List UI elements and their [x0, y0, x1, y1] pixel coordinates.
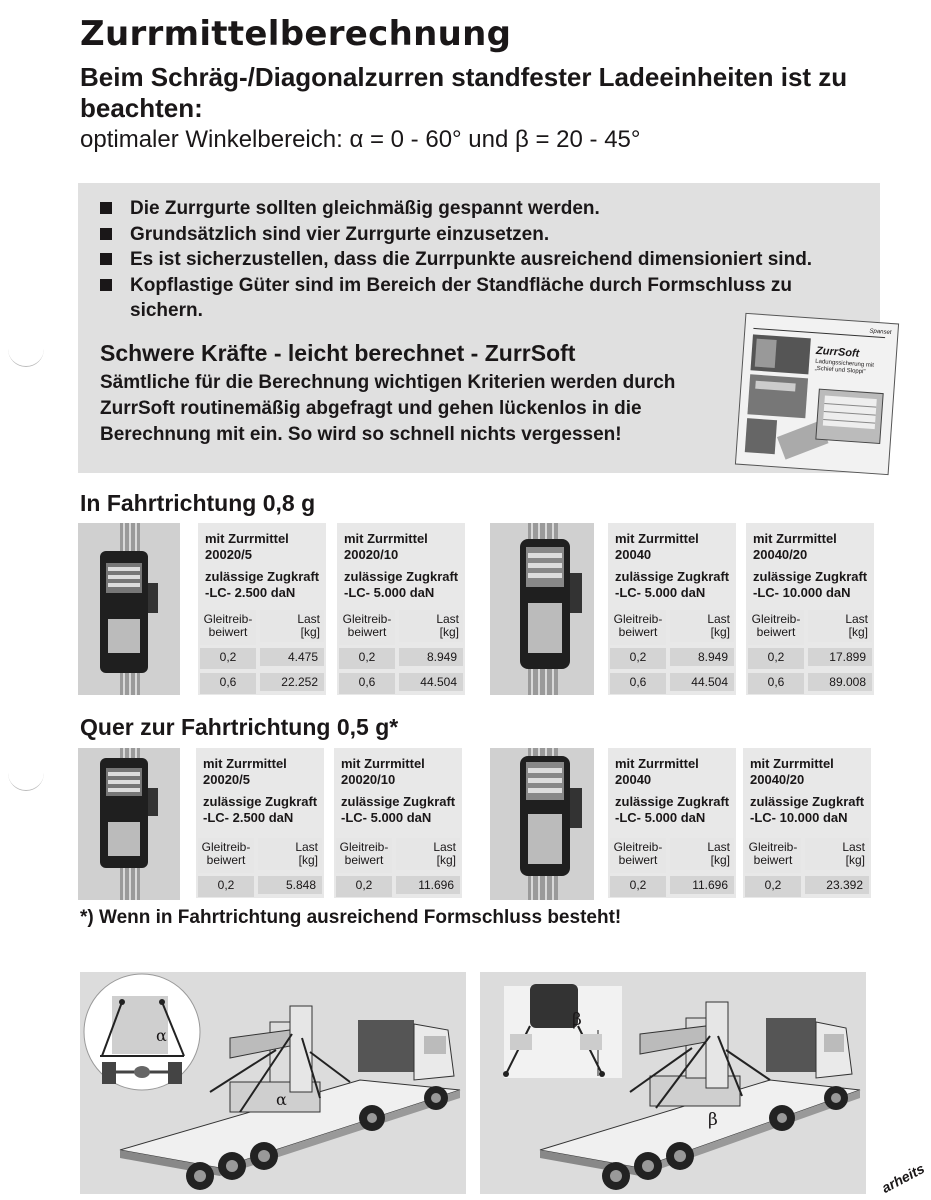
angle-range-line: optimaler Winkelbereich: α = 0 - 60° und β = 20 - 45° — [80, 126, 641, 153]
truck-illustration-beta — [480, 972, 866, 1194]
beta-label: β — [708, 1110, 718, 1130]
bullet-item: Grundsätzlich sind vier Zurrgurte einzusetzen. — [100, 222, 890, 248]
lashing-table: mit Zurrmittel 20040 zulässige Zugkraft -LC- 5.000 daN Gleitreib- beiwert Last [kg] 0,2 11.696 — [608, 748, 736, 898]
ratchet-strap-icon — [490, 523, 594, 695]
corner-text-fragment: arheits — [878, 1160, 927, 1196]
bullet-item: Es ist sicherzustellen, dass die Zurrpunkte ausreichend dimensioniert sind. — [100, 247, 890, 273]
punch-hole-mark — [8, 762, 44, 791]
ratchet-strap-icon — [490, 748, 594, 900]
lashing-table: mit Zurrmittel 20020/5 zulässige Zugkraft -LC- 2.500 daN Gleitreib- beiwert Last [kg] 0,2 5.848 — [196, 748, 324, 898]
bullet-square-icon — [100, 253, 112, 265]
ratchet-image — [490, 523, 594, 695]
ratchet-image — [78, 523, 180, 695]
bullet-square-icon — [100, 279, 112, 291]
bullet-item: Die Zurrgurte sollten gleichmäßig gespannt werden. — [100, 196, 890, 222]
lashing-table: mit Zurrmittel 20020/5 zulässige Zugkraft -LC- 2.500 daN Gleitreib- beiwert Last [kg] 0,2 4.475 0,6 22.252 — [198, 523, 326, 695]
truck-illustration-alpha — [80, 972, 466, 1194]
zurrsoft-booklet-image: Spanset ZurrSoft Ladungssicherung mit „Schief und Sloppi" — [735, 313, 899, 475]
section-heading-driving-direction: In Fahrtrichtung 0,8 g — [80, 490, 316, 516]
punch-hole-mark — [8, 338, 44, 367]
ratchet-strap-icon — [78, 523, 180, 695]
alpha-label: α — [276, 1090, 287, 1109]
page-subtitle: Beim Schräg-/Diagonalzurren standfester Ladeeinheiten ist zu beachten: — [80, 62, 848, 123]
page-title: Zurrmittelberechnung — [80, 14, 512, 54]
booklet-photo-collage — [736, 314, 898, 474]
ratchet-image — [78, 748, 180, 900]
lashing-table: mit Zurrmittel 20040/20 zulässige Zugkraft -LC- 10.000 daN Gleitreib- beiwert Last [kg] 0,2 17.899 0,6 89.008 — [746, 523, 874, 695]
lashing-table: mit Zurrmittel 20020/10 zulässige Zugkraft -LC- 5.000 daN Gleitreib- beiwert Last [kg] 0,2 11.696 — [334, 748, 462, 898]
section-heading-transverse-direction: Quer zur Fahrtrichtung 0,5 g* — [80, 714, 399, 740]
bullet-item: Kopflastige Güter sind im Bereich der Standfläche durch Formschluss zu sichern. — [100, 273, 890, 324]
zurrsoft-text: Sämtliche für die Berechnung wichtigen Kriterien werden durch ZurrSoft routinemäßig abgefragt und gehen lückenlos in die Berechnung mit ein. So wird so schnell nichts vergessen! — [100, 372, 676, 445]
bullet-list — [100, 196, 890, 324]
truck-trailer-icon — [480, 972, 866, 1194]
zurrsoft-heading: Schwere Kräfte - leicht berechnet - ZurrSoft — [100, 340, 576, 366]
lashing-table: mit Zurrmittel 20040 zulässige Zugkraft -LC- 5.000 daN Gleitreib- beiwert Last [kg] 0,2 8.949 0,6 44.504 — [608, 523, 736, 695]
truck-trailer-icon — [80, 972, 466, 1194]
lashing-table: mit Zurrmittel 20020/10 zulässige Zugkraft -LC- 5.000 daN Gleitreib- beiwert Last [kg] 0,2 8.949 0,6 44.504 — [337, 523, 465, 695]
ratchet-strap-icon — [78, 748, 180, 900]
lashing-table: mit Zurrmittel 20040/20 zulässige Zugkraft -LC- 10.000 daN Gleitreib- beiwert Last [kg] 0,2 23.392 — [743, 748, 871, 898]
footnote: *) Wenn in Fahrtrichtung ausreichend Formschluss besteht! — [80, 907, 622, 928]
bullet-square-icon — [100, 228, 112, 240]
beta-label: β — [572, 1010, 582, 1030]
bullet-square-icon — [100, 202, 112, 214]
ratchet-image — [490, 748, 594, 900]
alpha-label: α — [156, 1026, 167, 1045]
